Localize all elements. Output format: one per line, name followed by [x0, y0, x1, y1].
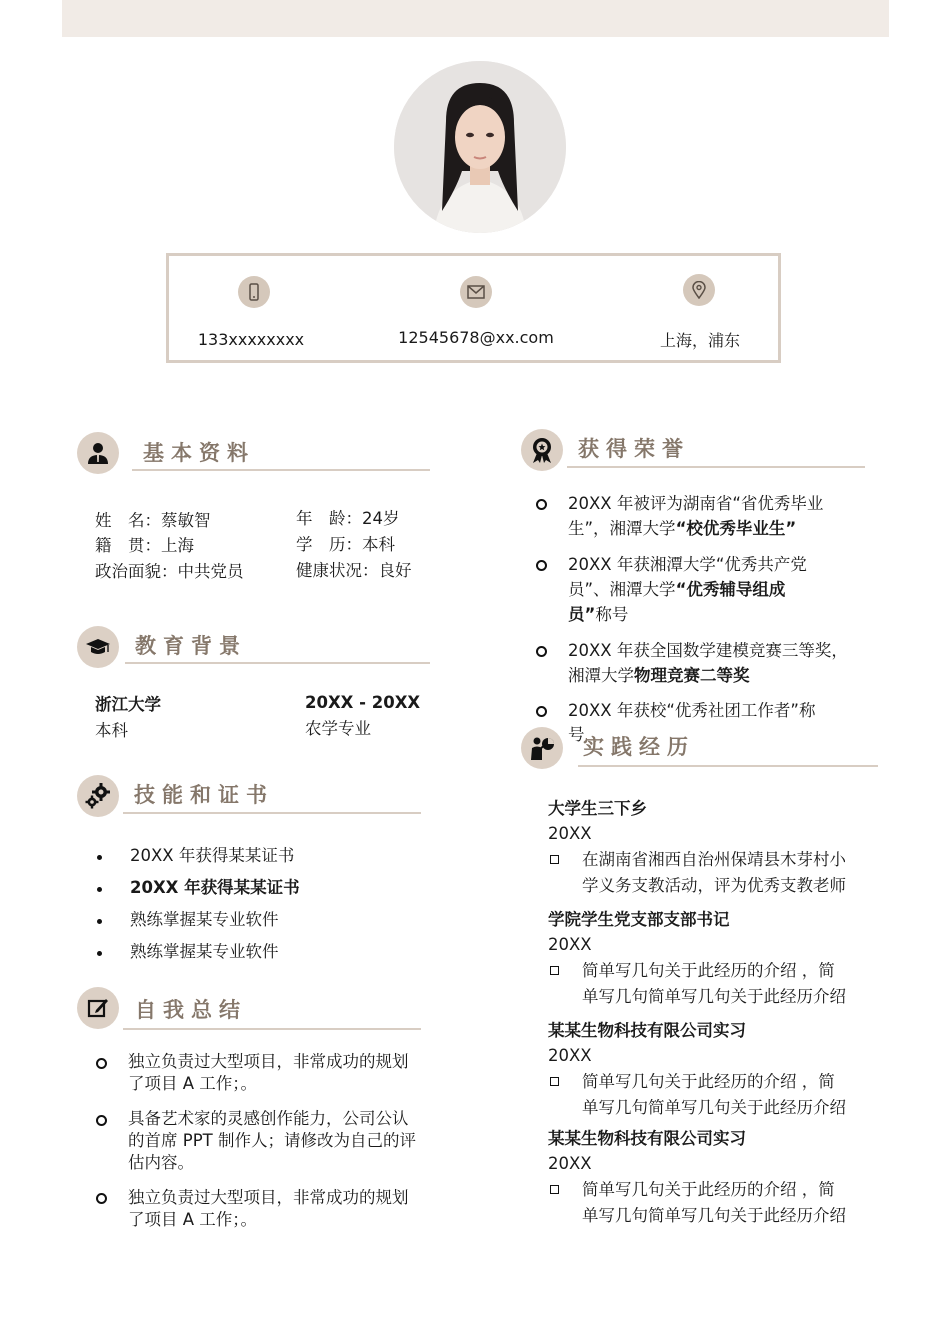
- contact-email[interactable]: 12545678@xx.com: [398, 328, 554, 347]
- basic-age-row: [296, 506, 400, 531]
- practice-entry-year: 20XX: [548, 1154, 592, 1173]
- practice-entry-desc: 单写几句简单写几句关于此经历介绍: [582, 987, 846, 1006]
- health-label: 健康状况：: [296, 561, 379, 580]
- skill-bullet: [97, 855, 102, 860]
- honor-2-suffix: 称号: [595, 605, 629, 624]
- practice-entry-desc: 学义务支教活动，评为优秀支教老师: [582, 876, 846, 895]
- name-label: 姓 名：: [95, 511, 161, 530]
- education-section-title: 教育背景: [135, 634, 247, 658]
- practice-entry-desc: 在湖南省湘西自治州保靖县木芽村小: [582, 850, 846, 869]
- honor-1-line2: [568, 516, 796, 541]
- basic-name-row: [95, 508, 211, 533]
- basic-degree-row: [296, 532, 395, 557]
- practice-entry-title: 大学生三下乡: [548, 799, 647, 818]
- top-banner: [62, 0, 889, 37]
- summary-bullet: [96, 1115, 107, 1126]
- honor-2-line2: [568, 577, 785, 602]
- education-period: 20XX - 20XX: [305, 693, 421, 712]
- skill-bullet: [97, 887, 102, 892]
- skills-divider: [123, 812, 421, 814]
- practice-entry-title: 学院学生党支部支部书记: [548, 910, 730, 929]
- honor-3-emphasis: 物理竞赛二等奖: [634, 666, 750, 685]
- gears-icon: [77, 775, 119, 817]
- practice-section-title: 实践经历: [583, 735, 695, 759]
- degree-label: 学 历：: [296, 535, 362, 554]
- practice-entry-title: 某某生物科技有限公司实习: [548, 1129, 746, 1148]
- skill-item: 20XX 年获得某某证书: [130, 878, 300, 897]
- summary-item: 独立负责过大型项目，非常成功的规划了项目 A 工作；。: [128, 1052, 409, 1093]
- name-value: 蔡敏智: [161, 511, 211, 530]
- summary-bullet: [96, 1058, 107, 1069]
- skill-item: 熟练掌握某专业软件: [130, 942, 279, 961]
- practice-bullet: [550, 966, 559, 975]
- summary-section-title: 自我总结: [135, 998, 247, 1022]
- presenter-icon: [521, 727, 563, 769]
- honors-section-title: 获得荣誉: [578, 437, 690, 461]
- skill-item: 熟练掌握某专业软件: [130, 910, 279, 929]
- honor-bullet: [536, 646, 547, 657]
- education-school: 浙江大学: [95, 695, 161, 714]
- practice-bullet: [550, 855, 559, 864]
- political-label: 政治面貌：: [95, 562, 178, 581]
- honor-bullet: [536, 499, 547, 510]
- skill-bullet: [97, 951, 102, 956]
- contact-location: 上海，浦东: [659, 331, 740, 350]
- profile-photo: [394, 61, 566, 233]
- basic-origin-row: [95, 533, 194, 558]
- summary-divider: [123, 1028, 421, 1030]
- honor-3-line1: 20XX 年获全国数学建模竞赛三等奖，: [568, 641, 848, 660]
- edit-icon: [77, 987, 119, 1029]
- practice-entry-desc: 简单写几句关于此经历的介绍 ，简: [582, 1180, 835, 1199]
- basic-political-row: [95, 559, 244, 584]
- practice-entry-desc: 单写几句简单写几句关于此经历介绍: [582, 1206, 846, 1225]
- summary-item: 具备艺术家的灵感创作能力，公司公认的首席 PPT 制作人；请修改为自己的评估内容。: [128, 1109, 416, 1172]
- contact-phone[interactable]: 133xxxxxxxx: [197, 330, 305, 349]
- origin-label: 籍 贯：: [95, 536, 161, 555]
- practice-entry-desc: 单写几句简单写几句关于此经历介绍: [582, 1098, 846, 1117]
- mail-icon: [460, 276, 492, 308]
- education-divider: [125, 662, 430, 664]
- honor-bullet: [536, 560, 547, 571]
- honor-1-emphasis: “校优秀毕业生”: [675, 519, 797, 538]
- practice-entry-year: 20XX: [548, 1046, 592, 1065]
- honor-1-text: 生”，湘潭大学: [568, 519, 676, 538]
- degree-value: 本科: [362, 535, 395, 554]
- location-pin-icon: [683, 274, 715, 306]
- honor-2-emphasis-end: 员”: [568, 605, 596, 624]
- honor-2-emphasis: “优秀辅导组成: [675, 580, 786, 599]
- practice-bullet: [550, 1185, 559, 1194]
- skills-section-title: 技能和证书: [134, 783, 274, 807]
- honor-1-line1: 20XX 年被评为湖南省“省优秀毕业: [568, 494, 824, 513]
- practice-bullet: [550, 1077, 559, 1086]
- education-major: 农学专业: [305, 719, 371, 738]
- basic-section-title: 基本资料: [143, 441, 255, 465]
- summary-bullet: [96, 1193, 107, 1204]
- practice-divider: [578, 765, 878, 767]
- basic-health-row: [296, 558, 412, 583]
- practice-entry-year: 20XX: [548, 935, 592, 954]
- honors-divider: [567, 466, 865, 468]
- practice-entry-title: 某某生物科技有限公司实习: [548, 1021, 746, 1040]
- honor-2-text: 员”、湘潭大学: [568, 580, 676, 599]
- origin-value: 上海: [161, 536, 194, 555]
- phone-icon: [238, 276, 270, 308]
- practice-entry-desc: 简单写几句关于此经历的介绍 ，简: [582, 961, 835, 980]
- age-value: 24岁: [362, 509, 400, 528]
- honor-2-line3: [568, 602, 628, 627]
- award-badge-icon: [521, 429, 563, 471]
- honor-4-line1: 20XX 年获校“优秀社团工作者”称: [568, 701, 816, 720]
- skill-bullet: [97, 919, 102, 924]
- basic-divider: [132, 469, 430, 471]
- honor-3-line2: [568, 663, 750, 688]
- practice-entry-year: 20XX: [548, 824, 592, 843]
- political-value: 中共党员: [177, 562, 244, 581]
- honor-bullet: [536, 706, 547, 717]
- person-icon: [77, 432, 119, 474]
- honor-3-text: 湘潭大学: [568, 666, 634, 685]
- graduation-cap-icon: [77, 626, 119, 668]
- practice-entry-desc: 简单写几句关于此经历的介绍 ，简: [582, 1072, 835, 1091]
- health-value: 良好: [378, 561, 412, 580]
- honor-2-line1: 20XX 年获湘潭大学“优秀共产党: [568, 555, 807, 574]
- honor-4-line2: 号: [568, 725, 585, 744]
- education-level: 本科: [95, 721, 128, 740]
- skill-item: 20XX 年获得某某证书: [130, 846, 295, 865]
- summary-item: 独立负责过大型项目，非常成功的规划了项目 A 工作；。: [128, 1188, 409, 1229]
- age-label: 年 龄：: [296, 509, 362, 528]
